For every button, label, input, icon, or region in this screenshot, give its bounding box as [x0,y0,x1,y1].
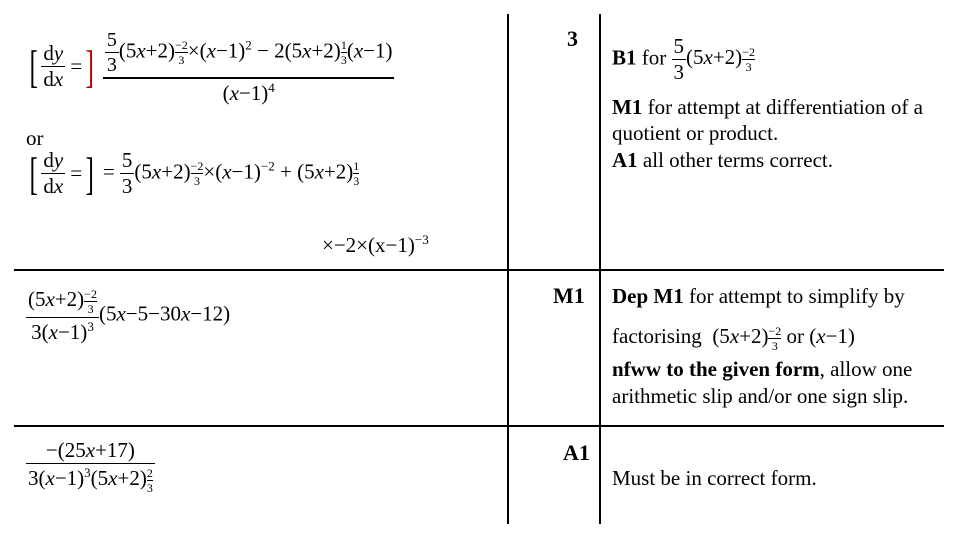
row1-expression-product: [ $\frac{dy}{dx}$ = ] = $\frac{5}{3}$ (5x+2) $\frac{-2}{3}$ $\times(x-1)^{-2} + (5x+2)$ $\frac{1}{3}$ [29,147,360,199]
row3-expression: −(25x+17) $3(x-1)^3(5x+2)$ $\frac{2}{3}$ [28,438,153,496]
row2-expression: (5x+2) $\frac{-2}{3}$ $3(x-1)^3$ (5x−5−30x−12) [28,287,231,345]
row1-times-line: $\times-2\times(x-1)^{-3}$ [322,232,429,257]
row-divider-2 [14,425,944,427]
row1-mark: 3 [567,26,578,51]
times-line-text: ×−2×(x−1) [322,233,415,257]
row3-comment: Must be in correct form. [612,466,817,490]
nfww-text: , allow one arithmetic slip and/or one sign slip. [612,357,913,408]
row1-comment-b1: B1 for $\frac{5}{3}$ (5x+2) $\frac{-2}{3}$ [612,34,755,85]
or-word: or [786,324,805,349]
a1-label: A1 [612,147,638,172]
dep-m1-label: Dep M1 [612,284,684,308]
row3-mark: A1 [563,440,590,465]
row-divider-1 [14,269,944,271]
m1-text: for attempt at differentiation of a quotient or product. [612,95,923,146]
m1-label: M1 [612,95,643,119]
b1-text: for [636,45,672,70]
dep-m1-text: for attempt to simplify by [683,284,905,308]
row1-comment-m1 [612,94,942,173]
row2-mark: M1 [553,283,585,308]
row1-expression-quotient: [ $\frac{dy}{dx}$ = ] $\frac{5}{3}$ (5x+2) $\frac{-2}{3}$ $\times(x-1)^2 - 2(5x+2)$ $\frac{1}{3}$ (x−1) $(x-1)^4$ [29,29,393,105]
or-text: or [26,126,44,150]
nfww-label: nfww to the given form [612,357,820,382]
b1-label: B1 [612,45,637,70]
a1-text: all other terms correct. [637,147,833,172]
factorising-text: factorising [612,324,702,349]
row2-comment: Dep M1 for attempt to simplify by factorising (5x+2) $\frac{-2}{3}$ or (x−1) nfww to the given form, allow one arithmetic slip and/or one sign slip. [612,284,913,408]
